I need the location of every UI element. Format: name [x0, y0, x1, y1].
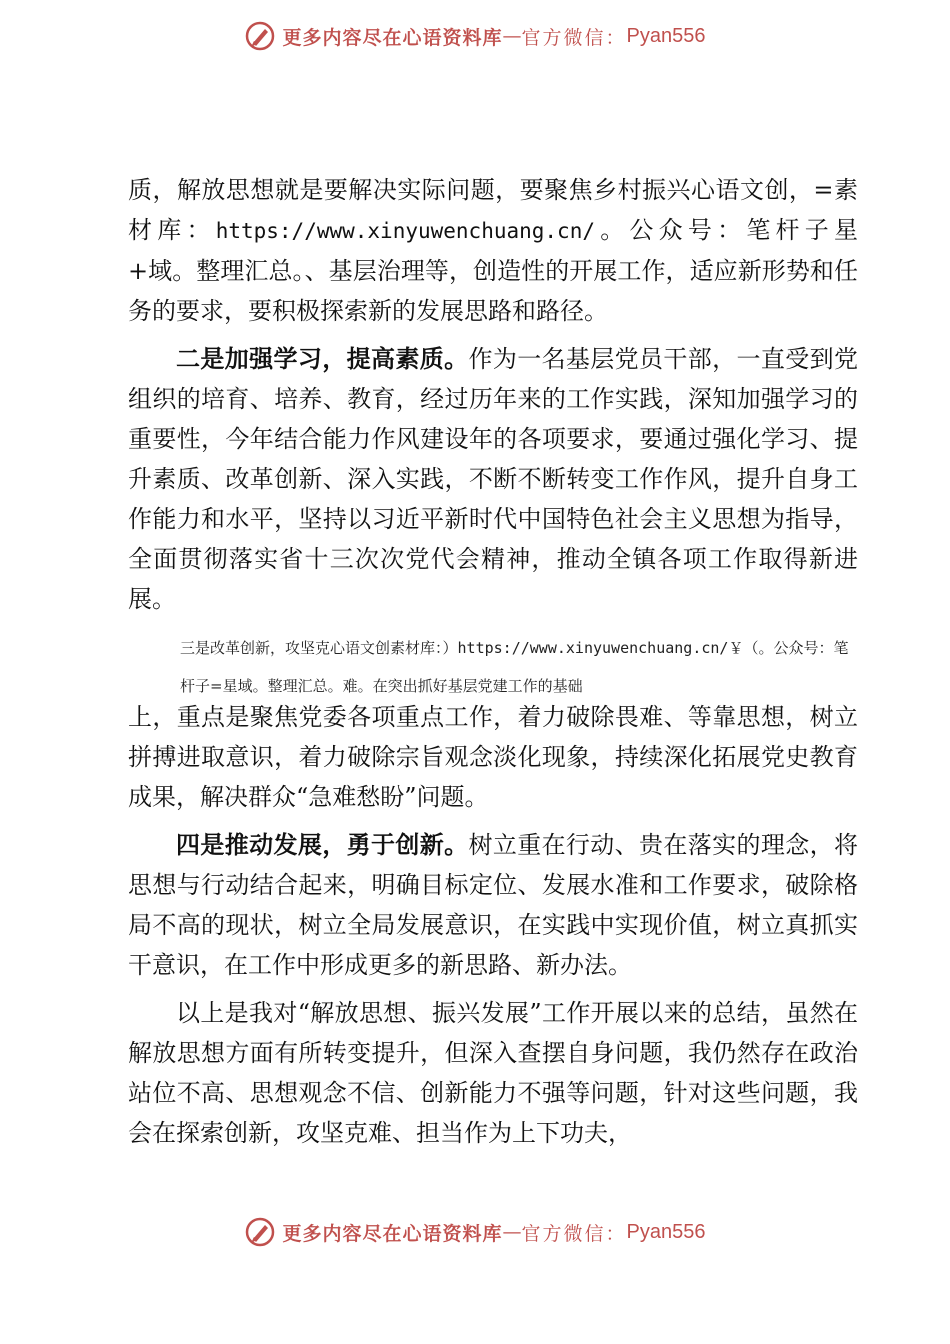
p2-heading: 二是加强学习，提高素质。 [176, 345, 469, 373]
p1-text-b: 。公众号：笔杆子星+域。整理汇总。、基层治理等，创造性的开展工作，适应新形势和任务的要求，要积极探索新的发展思路和路径。 [128, 216, 859, 325]
footer-banner-title: 更多内容尽在心语资料库 [282, 1222, 503, 1245]
p4-heading: 四是推动发展，勇于创新。 [176, 831, 469, 859]
paragraph-4 [128, 825, 858, 985]
paragraph-2 [128, 339, 858, 619]
p3-url: https://www.xinyuwenchuang.cn/ [457, 639, 729, 657]
banner-official-label: 官方微信： [521, 26, 627, 49]
p3-text-a: 三是改革创新，攻坚克心语文创素材库：） [180, 639, 458, 657]
footer-banner [0, 1212, 950, 1252]
banner-separator: — [502, 25, 522, 47]
p4-text: 树立重在行动、贵在落实的理念，将思想与行动结合起来，明确目标定位、发展水准和工作要求，破除格局不高的现状，树立全局发展意识，在实践中实现价值，树立真抓实干意识，在工作中形成更多的新思路、新办法。 [128, 831, 859, 979]
pen-logo-icon [245, 1217, 275, 1247]
header-banner [0, 16, 950, 56]
p2-text: 作为一名基层党员干部，一直受到党组织的培育、培养、教育，经过历年来的工作实践，深知加强学习的重要性，今年结合能力作风建设年的各项要求，要通过强化学习、提升素质、改革创新、深入实践，不断不断转变工作作风，提升自身工作能力和水平，坚持以习近平新时代中国特色社会主义思想为指导，全面贯彻落实省十三次次党代会精神，推动全镇各项工作取得新进展。 [128, 345, 859, 613]
document-body [128, 170, 858, 1161]
paragraph-5: 以上是我对“解放思想、振兴发展”工作开展以来的总结，虽然在解放思想方面有所转变提升，但深入查摆自身问题，我仍然存在政治站位不高、思想观念不信、创新能力不强等问题，针对这些问题，我会在探索创新，攻坚克难、担当作为上下功夫， [128, 999, 858, 1147]
p3-text-b: ￥（。公众号：笔杆子=星域。整理汇总。难。在突出抓好基层党建工作的基础 [180, 639, 849, 695]
pen-logo-icon [245, 21, 275, 51]
footer-wechat-id: Pyan556 [626, 1220, 706, 1243]
banner-wechat-id: Pyan556 [626, 24, 706, 47]
p1-text-a: 质，解放思想就是要解决实际问题，要聚焦乡村振兴心语文创，=素材库： [128, 176, 858, 244]
p1-url: https://www.xinyuwenchuang.cn/ [215, 219, 595, 243]
paragraph-3-small [128, 629, 858, 705]
paragraph-3-continued: 上，重点是聚焦党委各项重点工作，着力破除畏难、等靠思想，树立拼搏进取意识，着力破除宗旨观念淡化现象，持续深化拓展党史教育成果，解决群众“急难愁盼”问题。 [128, 703, 858, 811]
banner-title: 更多内容尽在心语资料库 [282, 26, 503, 49]
paragraph-1 [128, 170, 858, 331]
footer-banner-separator: — [502, 1221, 522, 1243]
footer-official-label: 官方微信： [521, 1222, 627, 1245]
